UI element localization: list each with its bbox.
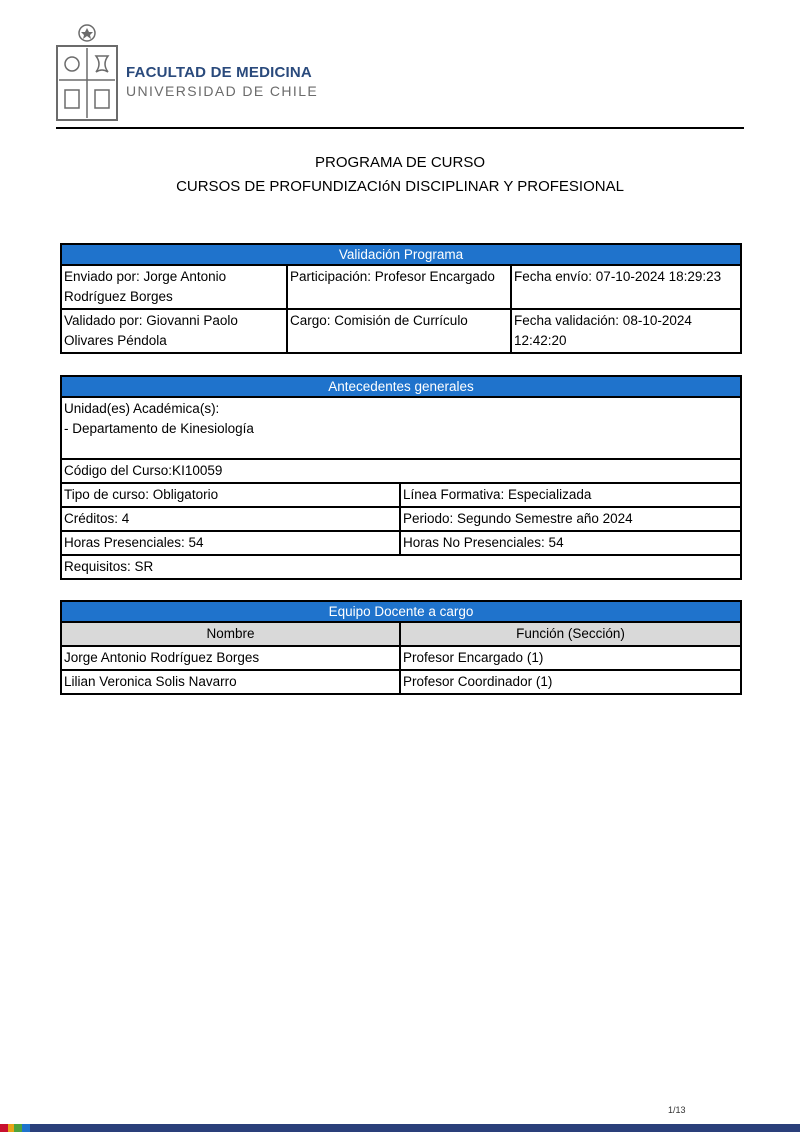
validated-by: Validado por: Giovanni Paolo Olivares Péndola [61,309,287,353]
general-info-heading: Antecedentes generales [61,376,741,397]
logo-faculty-name: FACULTAD DE MEDICINA [126,64,312,81]
in-person-hours: Horas Presenciales: 54 [61,531,400,555]
faculty-logo [56,20,319,124]
teacher-name: Jorge Antonio Rodríguez Borges [61,646,400,670]
teaching-team-table [60,600,742,695]
table-row [61,670,741,694]
table-row [61,646,741,670]
column-header-name: Nombre [61,622,400,646]
teacher-name: Lilian Veronica Solis Navarro [61,670,400,694]
course-type: Tipo de curso: Obligatorio [61,483,400,507]
academic-units-value: - Departamento de Kinesiología [64,421,254,436]
header-divider [56,127,744,129]
position: Cargo: Comisión de Currículo [287,309,511,353]
requirements: Requisitos: SR [61,555,741,579]
page-number: 1/13 [668,1105,686,1115]
academic-units-label: Unidad(es) Académica(s): [64,401,220,416]
university-crest-icon [56,20,118,124]
validation-table [60,243,742,354]
footer-color-bar [0,1124,800,1132]
document-subtitle: CURSOS DE PROFUNDIZACIóN DISCIPLINAR Y PROFESIONAL [176,178,624,195]
validation-heading: Validación Programa [61,244,741,265]
general-info-table [60,375,742,580]
column-header-role: Función (Sección) [400,622,741,646]
period: Periodo: Segundo Semestre año 2024 [400,507,741,531]
teacher-role: Profesor Encargado (1) [400,646,741,670]
participation: Participación: Profesor Encargado [287,265,511,309]
course-code: Código del Curso:KI10059 [61,459,741,483]
teacher-role: Profesor Coordinador (1) [400,670,741,694]
logo-university-name: UNIVERSIDAD DE CHILE [126,83,319,99]
validation-date: Fecha validación: 08-10-2024 12:42:20 [511,309,741,353]
academic-units-cell [61,397,741,459]
teaching-team-heading: Equipo Docente a cargo [61,601,741,622]
document-title: PROGRAMA DE CURSO [314,154,486,171]
formative-line: Línea Formativa: Especializada [400,483,741,507]
sent-date: Fecha envío: 07-10-2024 18:29:23 [511,265,741,309]
sent-by: Enviado por: Jorge Antonio Rodríguez Borges [61,265,287,309]
credits: Créditos: 4 [61,507,400,531]
non-in-person-hours: Horas No Presenciales: 54 [400,531,741,555]
